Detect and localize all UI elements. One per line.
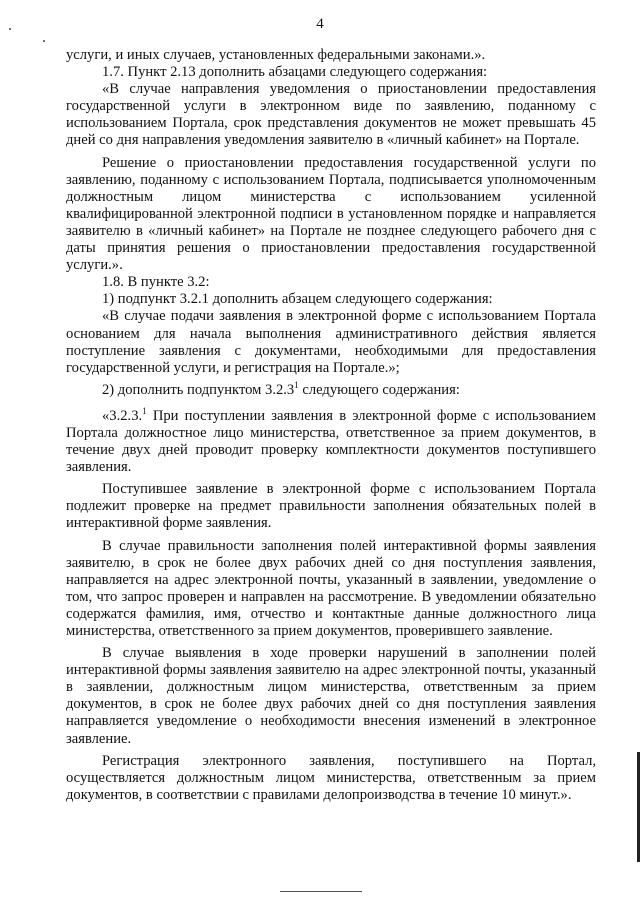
paragraph: В случае правильности заполнения полей интерактивной формы заявления заявителю, в срок не более двух рабочих дней со дня поступления заявления, направляется на адрес электронной почты, указанный в заявлении, уведомление о том, что запрос проверен и направлен на рассмотрение. В уведомлении обязательно содержатся фамилия, имя, отчество и контактные данные должностного лица министерства, ответственного за прием документов, проверившего заявление. xyxy=(66,537,596,639)
scan-speck xyxy=(43,40,45,42)
scan-speck xyxy=(9,28,11,30)
paragraph: 1) подпункт 3.2.1 дополнить абзацем следующего содержания: xyxy=(102,291,493,308)
paragraph: 1.7. Пункт 2.13 дополнить абзацами следующего содержания: xyxy=(102,64,488,81)
paragraph: Решение о приостановлении предоставления государственной услуги по заявлению, поданному с использованием Портала, подписывается уполномоченным должностным лицом министерства с использованием усиленной квалифицированной электронной подписи в установленном порядке и направляется заявителю в «личный кабинет» на Портале не позднее следующего рабочего дня с даты принятия решения о приостановлении предоставления государственной услуги.». xyxy=(66,154,596,274)
paragraph-text: 2) дополнить подпунктом 3.2.3 xyxy=(102,381,295,398)
paragraph: услуги, и иных случаев, установленных федеральными законами.». xyxy=(66,47,486,63)
paragraph: «В случае направления уведомления о приостановлении предоставления государственной услуги в электронном виде по заявлению, поданному с использованием Портала, срок представления документов не может превышать 45 дней со дня направления уведомления заявителю в «личный кабинет» на Портале. xyxy=(66,81,596,149)
paragraph: Поступившее заявление в электронной форме с использованием Портала подлежит проверке на предмет правильности заполнения обязательных полей в интерактивной форме заявления. xyxy=(66,481,596,532)
paragraph xyxy=(66,408,596,476)
page-number: 4 xyxy=(316,16,324,32)
paragraph xyxy=(66,379,596,399)
superscript: 1 xyxy=(142,406,147,417)
paragraph-text: «3.2.3. xyxy=(102,407,143,424)
paragraph-text: При поступлении заявления в электронной форме с использованием Портала должностное лицо министерства, ответственное за прием документов, в течение двух дней проводит проверку комплектности документов поступившего заявления. xyxy=(66,407,596,476)
paragraph: 1.8. В пункте 3.2: xyxy=(102,274,210,291)
paragraph: В случае выявления в ходе проверки нарушений в заполнении полей интерактивной формы заявления заявителю на адрес электронной почты, указанный в заявлении, должностным лицом министерства, ответственным за прием документов, в срок не более двух рабочих дней со дня поступления заявления направляется уведомление о необходимости внесения изменений в электронное заявление. xyxy=(66,645,596,747)
paragraph: Регистрация электронного заявления, поступившего на Портал, осуществляется должностным лицом министерства, ответственным за прием документов, в соответствии с правилами делопроизводства в течение 10 минут.». xyxy=(66,752,596,803)
paragraph-text: следующего содержания: xyxy=(298,381,460,398)
footer-rule xyxy=(280,891,362,892)
paragraph: «В случае подачи заявления в электронной форме с использованием Портала основанием для начала выполнения административного действия является поступление заявления с документами, необходимыми для предоставления государственной услуги, и регистрация на Портале.»; xyxy=(66,308,596,376)
superscript: 1 xyxy=(294,379,299,390)
document-body xyxy=(66,47,596,804)
